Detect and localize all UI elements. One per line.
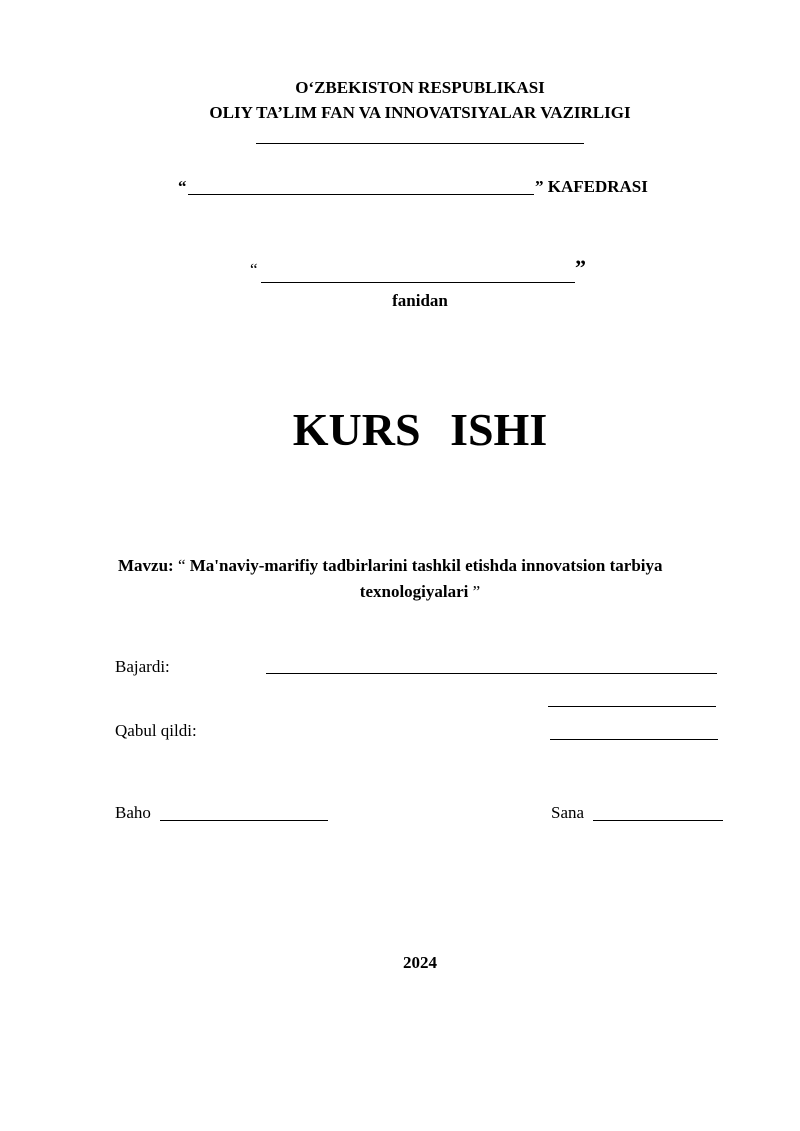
- page-title: KURS ISHI: [292, 404, 548, 455]
- kafedra-open-quote: “: [178, 177, 187, 196]
- qabul-qildi-label: Qabul qildi:: [115, 721, 197, 740]
- ministry-line-2: OLIY TA’LIM FAN VA INNOVATSIYALAR VAZIRLIGI: [209, 103, 631, 122]
- topic-line-2: [0, 582, 800, 602]
- topic-text-1: Ma'naviy-marifiy tadbirlarini tashkil etishda innovatsion tarbiya: [189, 556, 663, 575]
- kafedra-name-blank: [188, 194, 534, 195]
- baho-blank: [160, 820, 328, 821]
- subject-name-blank: [261, 282, 575, 283]
- kafedra-label: ” KAFEDRASI: [535, 177, 648, 196]
- ministry-underline: [256, 143, 584, 144]
- topic-line-1: [118, 556, 663, 576]
- bajardi-blank: [266, 673, 717, 674]
- subject-close-quote: ”: [575, 255, 586, 280]
- bajardi-label: Bajardi:: [115, 657, 170, 676]
- sana-label: Sana: [551, 803, 585, 822]
- baho-label: Baho: [115, 803, 151, 822]
- topic-label: Mavzu:: [118, 556, 174, 575]
- topic-close-quote: ”: [468, 582, 481, 601]
- ministry-line-1: O‘ZBEKISTON RESPUBLIKASI: [295, 78, 545, 97]
- subject-open-quote: “: [250, 260, 258, 279]
- sana-blank: [593, 820, 723, 821]
- year: 2024: [403, 953, 437, 972]
- topic-open-quote: “: [173, 556, 190, 575]
- bajardi-blank-2: [548, 706, 716, 707]
- subject-suffix: fanidan: [392, 291, 448, 310]
- qabul-qildi-blank: [550, 739, 718, 740]
- topic-text-2: texnologiyalari: [359, 582, 469, 601]
